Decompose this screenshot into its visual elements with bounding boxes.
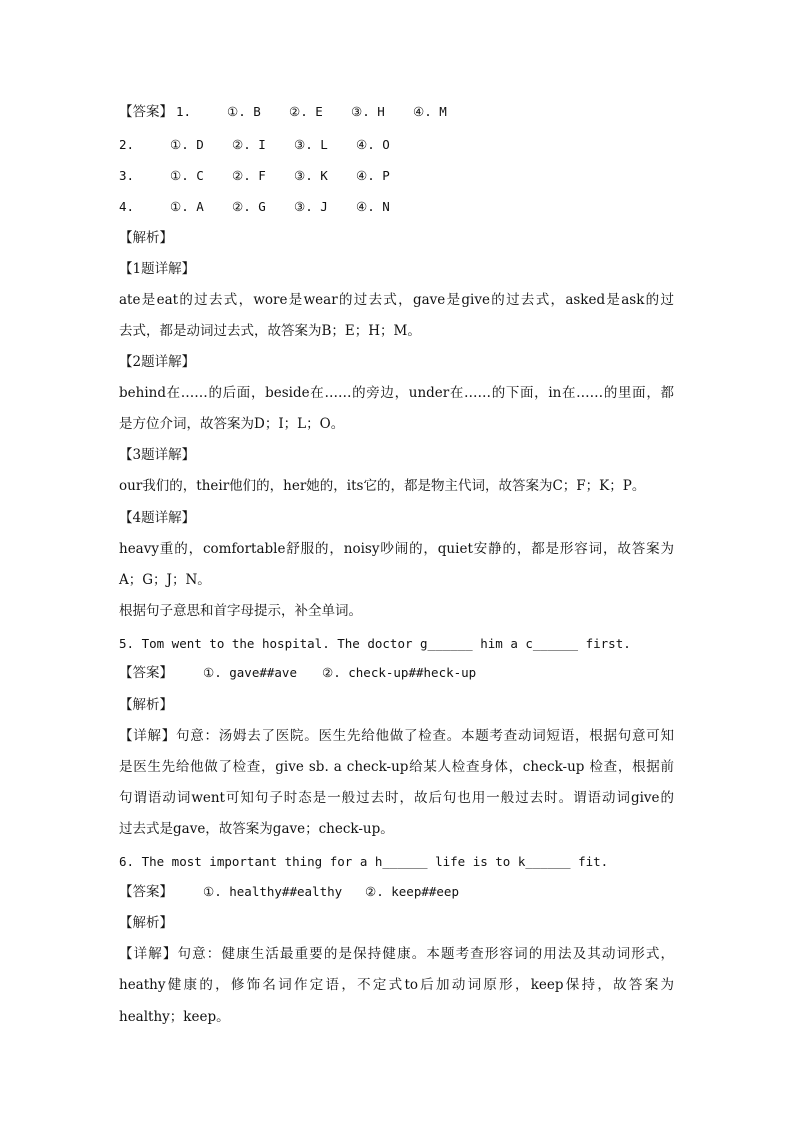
answer-row-1-item-1: ①. B xyxy=(227,104,261,119)
q3-heading: 【3题详解】 xyxy=(119,447,196,463)
answer-row-4-item-1: ①. A xyxy=(170,199,204,214)
q5-detail-line-1: 【详解】句意：汤姆去了医院。医生先给他做了检查。本题考查动词短语，根据句意可知 xyxy=(119,728,674,744)
q6-analysis-label: 【解析】 xyxy=(119,915,173,931)
q1-line-1: ate是eat的过去式，wore是wear的过去式，gave是give的过去式，asked是ask的过 xyxy=(119,292,674,308)
answer-row-1-number: 1. xyxy=(176,104,192,119)
section-instruction: 根据句子意思和首字母提示，补全单词。 xyxy=(119,603,362,619)
q6-detail-line-1: 【详解】句意：健康生活最重要的是保持健康。本题考查形容词的用法及其动词形式， xyxy=(119,946,674,962)
q1-heading: 【1题详解】 xyxy=(119,261,196,277)
q2-line-2: 是方位介词，故答案为D；I；L；O。 xyxy=(119,416,345,432)
answer-row-2-number: 2. xyxy=(119,137,135,152)
answer-row-4-item-2: ②. G xyxy=(232,199,266,214)
answer-row-3-item-4: ④. P xyxy=(356,168,390,183)
q5-answer-1: ①. gave##ave xyxy=(203,665,297,680)
q6-answer-label: 【答案】 xyxy=(119,884,173,900)
q6-answer-1: ①. healthy##ealthy xyxy=(203,884,343,899)
q1-line-2: 去式，都是动词过去式，故答案为B；E；H；M。 xyxy=(119,323,421,339)
answer-label: 【答案】 xyxy=(119,104,173,120)
q3-line-1: our我们的，their他们的，her她的，its它的，都是物主代词，故答案为C；F；K；P。 xyxy=(119,478,646,494)
answer-row-4-number: 4. xyxy=(119,199,135,214)
answer-row-1-item-4: ④. M xyxy=(413,104,447,119)
answer-row-2-item-1: ①. D xyxy=(170,137,204,152)
q6-detail-line-2: heathy健康的，修饰名词作定语，不定式to后加动词原形，keep保持，故答案为 xyxy=(119,977,674,993)
q5-detail-line-4: 过去式是gave，故答案为gave；check-up。 xyxy=(119,821,394,837)
answer-row-2-item-2: ②. I xyxy=(232,137,266,152)
q4-line-1: heavy重的，comfortable舒服的，noisy吵闹的，quiet安静的，都是形容词，故答案为 xyxy=(119,541,674,557)
q5-analysis-label: 【解析】 xyxy=(119,697,173,713)
q5-detail-line-3: 句谓语动词went可知句子时态是一般过去时，故后句也用一般过去时。谓语动词give的 xyxy=(119,790,674,806)
q5-answer-2: ②. check-up##heck-up xyxy=(322,665,477,680)
answer-row-3-number: 3. xyxy=(119,168,135,183)
answer-row-3-item-3: ③. K xyxy=(294,168,328,183)
q5-answer-label: 【答案】 xyxy=(119,665,173,681)
answer-row-2-item-4: ④. O xyxy=(356,137,390,152)
q2-line-1: behind在……的后面，beside在……的旁边，under在……的下面，in在……的里面，都 xyxy=(119,385,674,401)
answer-row-1-item-2: ②. E xyxy=(289,104,323,119)
answer-row-1-item-3: ③. H xyxy=(351,104,385,119)
answer-row-3-item-2: ②. F xyxy=(232,168,266,183)
q2-heading: 【2题详解】 xyxy=(119,354,196,370)
analysis-label: 【解析】 xyxy=(119,230,173,246)
answer-row-3-item-1: ①. C xyxy=(170,168,204,183)
answer-row-4-item-4: ④. N xyxy=(356,199,390,214)
q4-line-2: A；G；J；N。 xyxy=(119,572,211,588)
q5-detail-line-2: 是医生先给他做了检查，give sb. a check-up给某人检查身体，check-up 检查，根据前 xyxy=(119,759,674,775)
q4-heading: 【4题详解】 xyxy=(119,510,196,526)
answer-row-2-item-3: ③. L xyxy=(294,137,328,152)
q6-question: 6. The most important thing for a h______ life is to k______ fit. xyxy=(119,854,609,869)
q6-detail-line-3: healthy；keep。 xyxy=(119,1009,230,1025)
q5-question: 5. Tom went to the hospital. The doctor g______ him a c______ first. xyxy=(119,636,631,651)
answer-row-4-item-3: ③. J xyxy=(294,199,328,214)
q6-answer-2: ②. keep##eep xyxy=(365,884,459,899)
